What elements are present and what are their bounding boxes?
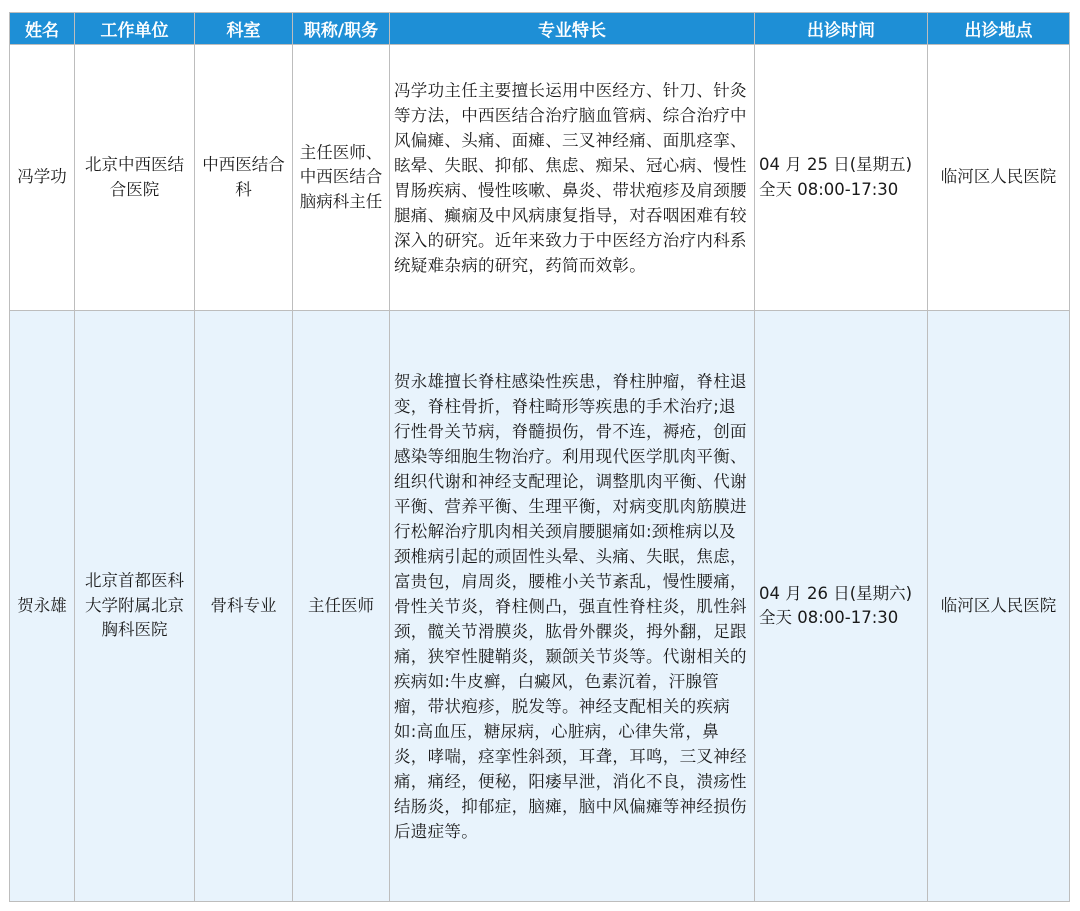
clinic-location: 临河区人民医院: [928, 45, 1070, 311]
clinic-time: [755, 45, 928, 311]
clinic-date: 04 月 26 日(星期六): [759, 583, 913, 603]
doctor-specialty: 贺永雄擅长脊柱感染性疾患，脊柱肿瘤，脊柱退变，脊柱骨折，脊柱畸形等疾患的手术治疗;退行性骨关节病，脊髓损伤，骨不连，褥疮，创面感染等细胞生物治疗。利用现代医学肌肉平衡、组织代谢和神经支配理论，调整肌肉平衡、代谢平衡、营养平衡、生理平衡，对病变肌肉筋膜进行松解治疗肌肉相关颈肩腰腿痛如:颈椎病以及颈椎病引起的顽固性头晕、头痛、失眠，焦虑，富贵包，肩周炎，腰椎小关节紊乱，慢性腰痛，骨性关节炎，脊柱侧凸，强直性脊柱炎，肌性斜颈，髋关节滑膜炎，肱骨外髁炎，拇外翻，足跟痛，狭窄性腱鞘炎，颞颌关节炎等。代谢相关的疾病如:牛皮癣，白癜风，色素沉着，汗腺管瘤，带状疱疹，脱发等。神经支配相关的疾病如:高血压，糖尿病，心脏病，心律失常，鼻炎，哮喘，痉挛性斜颈，耳聋，耳鸣，三叉神经痛，痛经，便秘，阳痿早泄，消化不良，溃疡性结肠炎，抑郁症，脑瘫，脑中风偏瘫等神经损伤后遗症等。: [390, 311, 755, 902]
header-unit: 工作单位: [75, 13, 195, 45]
table-row: [10, 311, 1070, 902]
doctor-schedule-table: [9, 12, 1070, 902]
doctor-dept: 中西医结合科: [195, 45, 293, 311]
header-dept: 科室: [195, 13, 293, 45]
doctor-title: 主任医师: [293, 311, 390, 902]
header-location: 出诊地点: [928, 13, 1070, 45]
clinic-location: 临河区人民医院: [928, 311, 1070, 902]
doctor-name: 贺永雄: [10, 311, 75, 902]
header-name: 姓名: [10, 13, 75, 45]
doctor-dept: 骨科专业: [195, 311, 293, 902]
doctor-title: 主任医师、中西医结合脑病科主任: [293, 45, 390, 311]
header-time: 出诊时间: [755, 13, 928, 45]
table-row: [10, 45, 1070, 311]
clinic-time: [755, 311, 928, 902]
doctor-specialty: 冯学功主任主要擅长运用中医经方、针刀、针灸等方法，中西医结合治疗脑血管病、综合治疗中风偏瘫、头痛、面瘫、三叉神经痛、面肌痉挛、眩晕、失眠、抑郁、焦虑、痴呆、冠心病、慢性胃肠疾病、慢性咳嗽、鼻炎、带状疱疹及肩颈腰腿痛、癫痫及中风病康复指导，对吞咽困难有较深入的研究。近年来致力于中医经方治疗内科系统疑难杂病的研究，药简而效彰。: [390, 45, 755, 311]
header-row: [10, 13, 1070, 45]
clinic-hours: 全天 08:00-17:30: [759, 179, 899, 199]
doctor-name: 冯学功: [10, 45, 75, 311]
clinic-date: 04 月 25 日(星期五): [759, 155, 913, 174]
header-specialty: 专业特长: [390, 13, 755, 45]
doctor-unit: 北京首都医科大学附属北京胸科医院: [75, 311, 195, 902]
clinic-hours: 全天 08:00-17:30: [759, 608, 899, 627]
doctor-unit: 北京中西医结合医院: [75, 45, 195, 311]
header-title: 职称/职务: [293, 13, 390, 45]
